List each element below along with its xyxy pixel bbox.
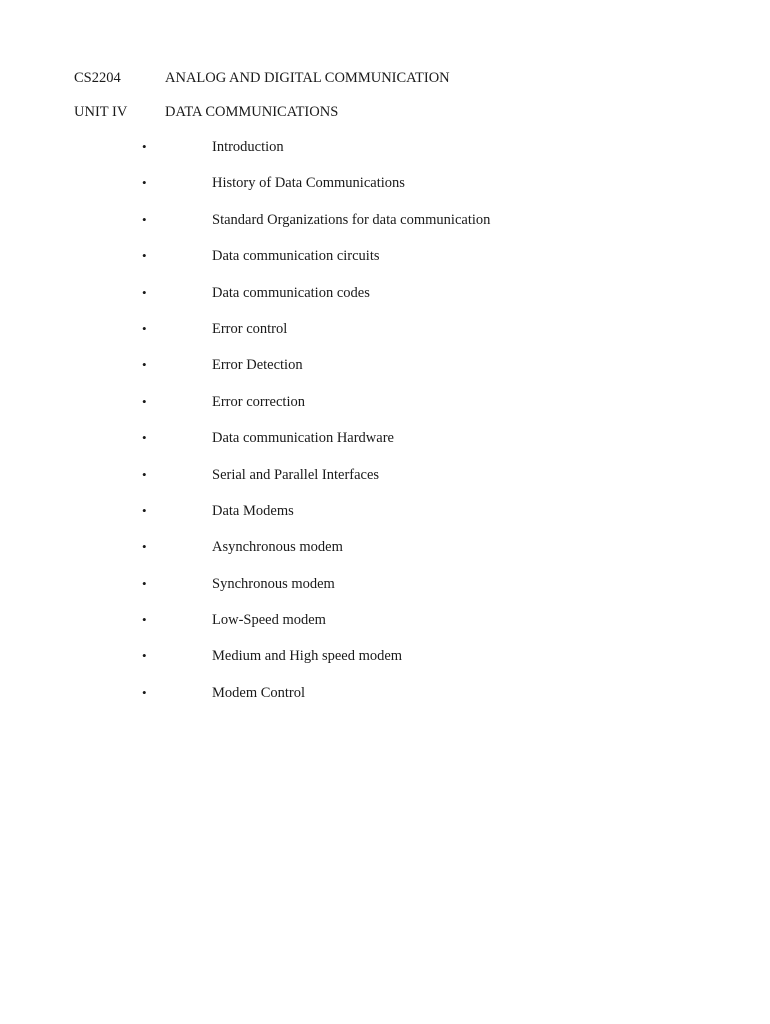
topic-text: Data communication circuits <box>212 248 380 265</box>
topic-text: History of Data Communications <box>212 175 405 192</box>
topic-text: Error Detection <box>212 357 303 374</box>
topic-text: Serial and Parallel Interfaces <box>212 466 380 483</box>
unit-title: DATA COMMUNICATIONS <box>165 104 339 120</box>
bullet-icon: • <box>142 612 147 628</box>
topic-text: Data communication codes <box>212 284 370 301</box>
bullet-icon: • <box>142 357 147 373</box>
bullet-icon: • <box>142 684 147 700</box>
course-code: CS2204 <box>74 70 121 86</box>
topic-text: Medium and High speed modem <box>212 648 403 665</box>
bullet-icon: • <box>142 248 147 264</box>
bullet-icon: • <box>142 320 147 336</box>
bullet-icon: • <box>142 393 147 409</box>
topic-text: Data communication Hardware <box>212 430 394 447</box>
bullet-icon: • <box>142 466 147 482</box>
topic-text: Low-Speed modem <box>212 612 326 629</box>
topic-text: Asynchronous modem <box>212 539 343 556</box>
bullet-icon: • <box>142 648 147 664</box>
bullet-icon: • <box>142 575 147 591</box>
course-title: ANALOG AND DIGITAL COMMUNICATION <box>165 70 450 86</box>
bullet-icon: • <box>142 502 147 518</box>
topic-text: Data Modems <box>212 502 294 519</box>
bullet-icon: • <box>142 175 147 191</box>
bullet-icon: • <box>142 539 147 555</box>
bullet-icon: • <box>142 284 147 300</box>
topic-text: Modem Control <box>212 684 306 701</box>
topic-text: Error control <box>212 320 288 337</box>
topic-text: Standard Organizations for data communication <box>212 211 491 228</box>
topic-text: Synchronous modem <box>212 575 335 592</box>
topic-text: Error correction <box>212 393 305 410</box>
bullet-icon: • <box>142 430 147 446</box>
bullet-icon: • <box>142 211 147 227</box>
unit-label: UNIT IV <box>74 104 128 120</box>
topic-text: Introduction <box>212 139 284 155</box>
bullet-icon: • <box>142 139 147 154</box>
